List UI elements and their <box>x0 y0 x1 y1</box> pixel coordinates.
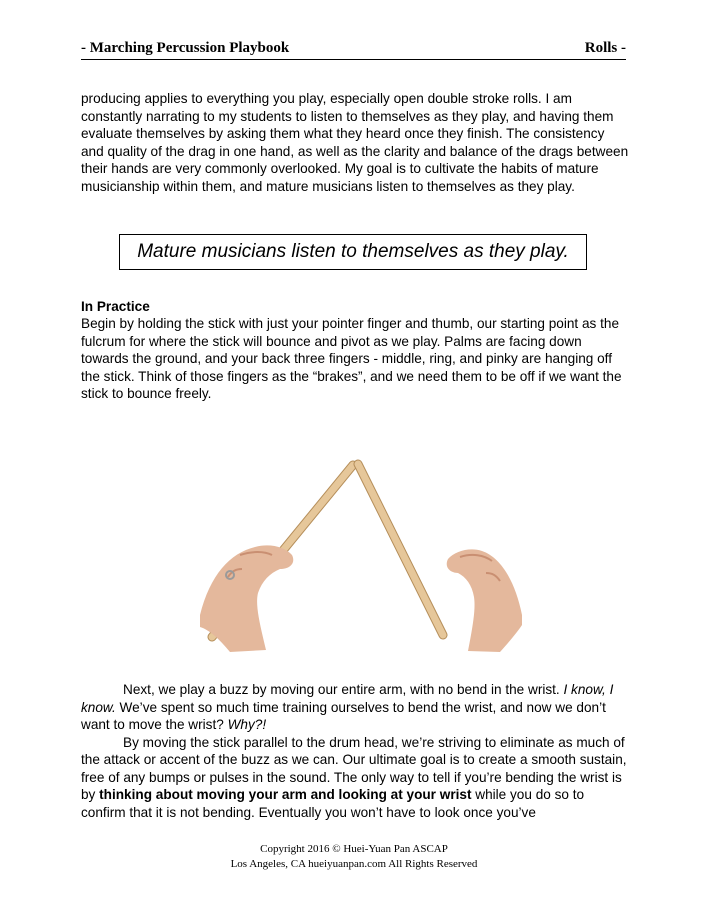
emphasis-why: Why?! <box>227 717 267 732</box>
paragraph-buzz <box>81 681 629 821</box>
paragraph-listening: producing applies to everything you play, especially open double stroke rolls. I am constantly narrating to my students to listen to themselves as they play, and having them evaluate themselves by asking them what they heard once they finish. The consistency and quality of the drag in one hand, as well as the clarity and balance of the drags between their hands are very commonly overlooked. My goal is to cultivate the habits of mature musicianship within them, and mature musicians listen to themselves as they play. <box>81 91 629 194</box>
pull-quote-text: Mature musicians listen to themselves as they play. <box>137 241 569 262</box>
buzz-paragraph-2: By moving the stick parallel to the drum head, we’re striving to eliminate as much of the attack or accent of the buzz as we can. Our ultimate goal is to create a smooth sustain, free of any bumps or pulses in the sound. The only way to tell if you’re bending the wrist is by thinking about moving your arm and looking at your wrist while you do so to confirm that it is not bending. Eventually you won’t have to look once you’ve <box>81 734 627 820</box>
header-chapter-title: Rolls - <box>584 40 626 56</box>
emphasis-bold-instruction: thinking about moving your arm and looking at your wrist <box>99 787 472 802</box>
buzz-paragraph-1: Next, we play a buzz by moving our entire arm, with no bend in the wrist. I know, I know. We’ve spent so much time training ourselves to bend the wrist, and now we don’t want to move the wrist? Why?! <box>81 682 614 732</box>
pull-quote-box <box>119 234 587 270</box>
hands-holding-sticks-figure <box>200 455 522 655</box>
header-book-title: - Marching Percussion Playbook <box>81 40 290 56</box>
page-header <box>81 40 626 62</box>
emphasis-i-know: I know, I know. <box>81 682 614 715</box>
right-hand <box>447 549 522 652</box>
paragraph-in-practice: Begin by holding the stick with just your pointer finger and thumb, our starting point as the fulcrum for where the stick will bounce and pivot as we play. Palms are facing down towards the ground, and your back three fingers - middle, ring, and pinky are hanging off the stick. Think of those fingers as the “brakes”, and we need them to be off if we want the stick to bounce freely. <box>81 316 622 401</box>
section-heading-in-practice: In Practice <box>81 299 150 314</box>
header-rule <box>81 59 626 60</box>
footer-copyright: Copyright 2016 © Huei-Yuan Pan ASCAP <box>260 843 448 855</box>
hands-sticks-illustration <box>200 455 522 655</box>
footer-location: Los Angeles, CA hueiyuanpan.com All Rights Reserved <box>230 858 478 870</box>
